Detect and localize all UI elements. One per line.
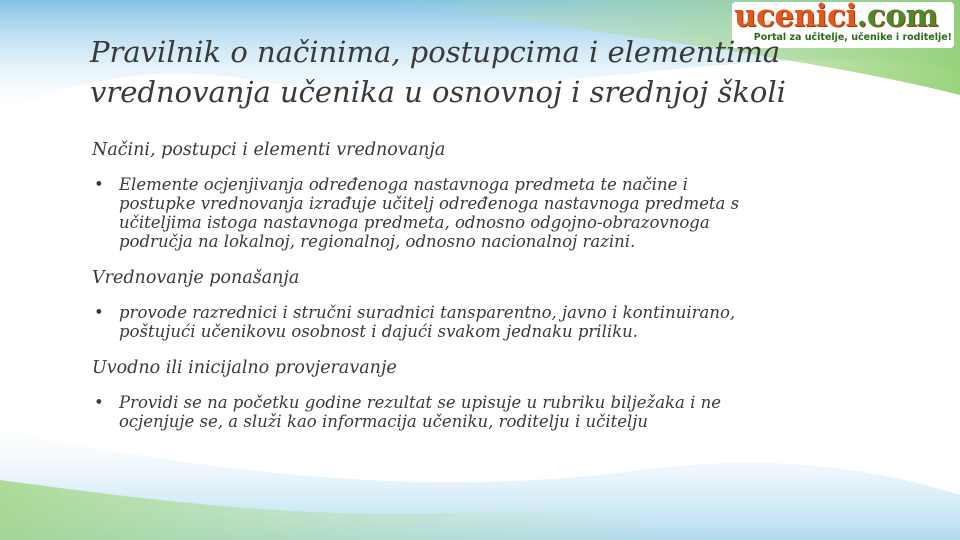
bullet-line: poštujući učenikovu osobnost i dajući svakom jednaku priliku. <box>119 322 638 341</box>
bullet-line: Elemente ocjenjivanja određenoga nastavnoga predmeta te načine i <box>119 175 688 194</box>
bullet-line: učiteljima istoga nastavnoga predmeta, odnosno odgojno-obrazovnoga <box>119 213 710 232</box>
logo-wordmark <box>734 0 938 34</box>
slide-title <box>90 32 890 112</box>
logo-brand: ucenici <box>734 0 857 34</box>
bullet-dot: • <box>94 393 104 412</box>
bullet-line: postupke vrednovanja izrađuje učitelj određenoga nastavnoga predmeta s <box>119 194 740 213</box>
logo-tld: .com <box>856 0 938 34</box>
slide-title-line-2: vrednovanja učenika u osnovnoj i srednjoj školi <box>90 75 786 109</box>
bullet-item-uvodno <box>92 393 892 431</box>
slide-content <box>92 139 892 431</box>
bullet-line: područja na lokalnoj, regionalnoj, odnosno nacionalnoj razini. <box>119 232 636 251</box>
bullet-line: provode razrednici i stručni suradnici tansparentno, javno i kontinuirano, <box>119 303 736 322</box>
slide-title-line-1: Pravilnik o načinima, postupcima i elementima <box>90 35 781 69</box>
bullet-line: ocjenjuje se, a služi kao informacija učeniku, roditelju i učitelju <box>119 412 649 431</box>
section-heading-uvodno: Uvodno ili inicijalno provjeravanje <box>92 358 397 378</box>
bullet-line: Providi se na početku godine rezultat se upisuje u rubriku bilježaka i ne <box>119 393 722 412</box>
bullet-dot: • <box>94 303 104 322</box>
logo-tagline: Portal za učitelje, učenike i roditelje! <box>753 32 952 43</box>
bullet-item-ponasanje <box>92 303 892 341</box>
section-heading-ponasanje: Vrednovanje ponašanja <box>92 268 300 288</box>
bullet-dot: • <box>94 175 104 194</box>
bullet-item-nacini <box>92 175 892 251</box>
section-heading-nacini: Načini, postupci i elementi vrednovanja <box>92 140 446 160</box>
